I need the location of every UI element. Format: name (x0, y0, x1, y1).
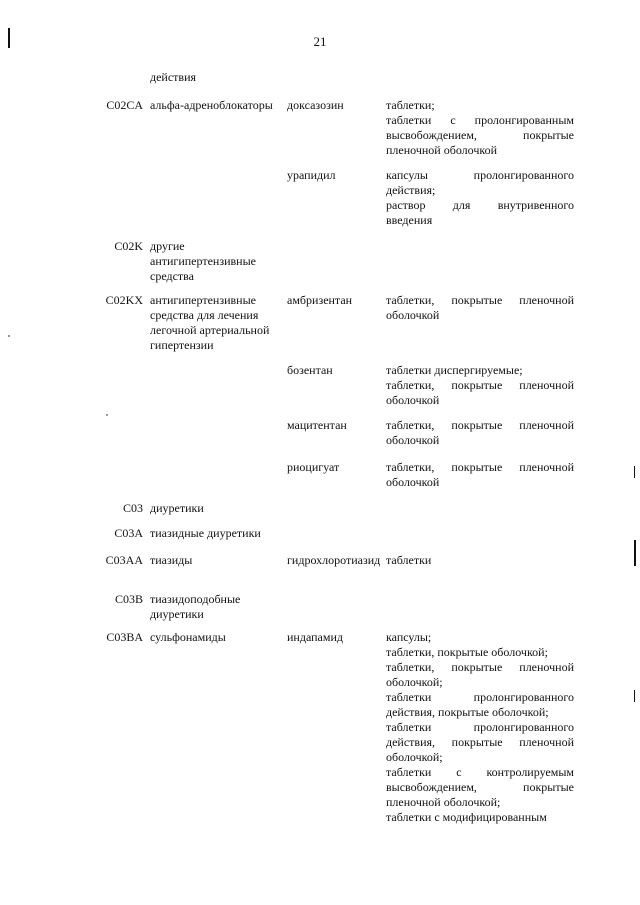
dosage-form-item: таблетки диспергируемые; (386, 363, 523, 377)
atc-group-name: тиазидоподобные диуретики (150, 592, 241, 621)
page-number: 21 (313, 34, 327, 49)
drug-name: риоцигуат (287, 460, 340, 474)
dosage-forms (386, 630, 574, 825)
atc-group-name: действия (150, 70, 197, 84)
atc-group-name: альфа-адреноблокаторы (150, 98, 273, 112)
dosage-form-item: капсулы; (386, 630, 432, 644)
table-row (0, 168, 640, 239)
atc-group-name: сульфонамиды (150, 630, 226, 644)
table-row (0, 239, 640, 293)
dosage-forms (386, 168, 574, 228)
dosage-form-item: таблетки с пролонгированным высвобождением, покрытые пленочной оболочкой (386, 113, 574, 157)
table-row (0, 460, 640, 501)
table-row (0, 70, 640, 98)
atc-group-name: тиазидные диуретики (150, 526, 261, 540)
dosage-form-item: таблетки (386, 553, 432, 567)
drug-name: урапидил (287, 168, 336, 182)
atc-code: C02CA (106, 98, 143, 112)
table-row (0, 526, 640, 553)
table-row (0, 501, 640, 526)
dosage-form-item: таблетки с модифицированным (386, 810, 547, 824)
atc-code: C03A (114, 526, 143, 540)
drug-table (0, 70, 640, 830)
drug-name: бозентан (287, 363, 333, 377)
dosage-forms (386, 363, 574, 408)
atc-group-name: диуретики (150, 501, 204, 515)
dosage-forms (386, 293, 574, 323)
atc-code: C02K (114, 239, 143, 253)
table-row (0, 553, 640, 592)
atc-group-name: другие антигипертензивные средства (150, 239, 256, 283)
dosage-form-item: таблетки, покрытые пленочной оболочкой (386, 418, 574, 447)
table-row (0, 293, 640, 363)
dosage-form-item: таблетки; (386, 98, 435, 112)
dosage-forms (386, 98, 574, 158)
drug-name: амбризентан (287, 293, 353, 307)
atc-code: C03B (114, 592, 143, 606)
dosage-form-item: таблетки, покрытые оболочкой; (386, 645, 548, 659)
drug-name: доксазозин (287, 98, 344, 112)
dosage-form-item: таблетки с контролируемым высвобождением, покрытые пленочной оболочкой; (386, 765, 574, 809)
table-row (0, 363, 640, 418)
table-row (0, 98, 640, 168)
atc-code: C02KX (105, 293, 143, 307)
dosage-form-item: таблетки пролонгированного действия, покрытые оболочкой; (386, 690, 574, 719)
dosage-form-item: таблетки, покрытые пленочной оболочкой (386, 460, 574, 489)
table-row (0, 630, 640, 830)
atc-group-name: тиазиды (150, 553, 193, 567)
atc-code: C03 (122, 501, 143, 515)
atc-code: C03BA (106, 630, 143, 644)
table-row (0, 418, 640, 460)
drug-name: индапамид (287, 630, 343, 644)
dosage-form-item: раствор для внутривенного введения (386, 198, 574, 227)
dosage-form-item: таблетки, покрытые пленочной оболочкой (386, 378, 574, 407)
dosage-form-item: таблетки пролонгированного действия, покрытые пленочной оболочкой; (386, 720, 574, 764)
dosage-forms (386, 553, 574, 568)
drug-name: мацитентан (287, 418, 347, 432)
drug-name: гидрохлоротиазид (287, 553, 381, 567)
dosage-forms (386, 460, 574, 490)
dosage-forms (386, 418, 574, 448)
dosage-form-item: капсулы пролонгированного действия; (386, 168, 574, 197)
atc-group-name: антигипертензивные средства для лечения легочной артериальной гипертензии (150, 293, 270, 352)
table-row (0, 592, 640, 630)
dosage-form-item: таблетки, покрытые пленочной оболочкой; (386, 660, 574, 689)
atc-code: C03AA (105, 553, 143, 567)
dosage-form-item: таблетки, покрытые пленочной оболочкой (386, 293, 574, 322)
